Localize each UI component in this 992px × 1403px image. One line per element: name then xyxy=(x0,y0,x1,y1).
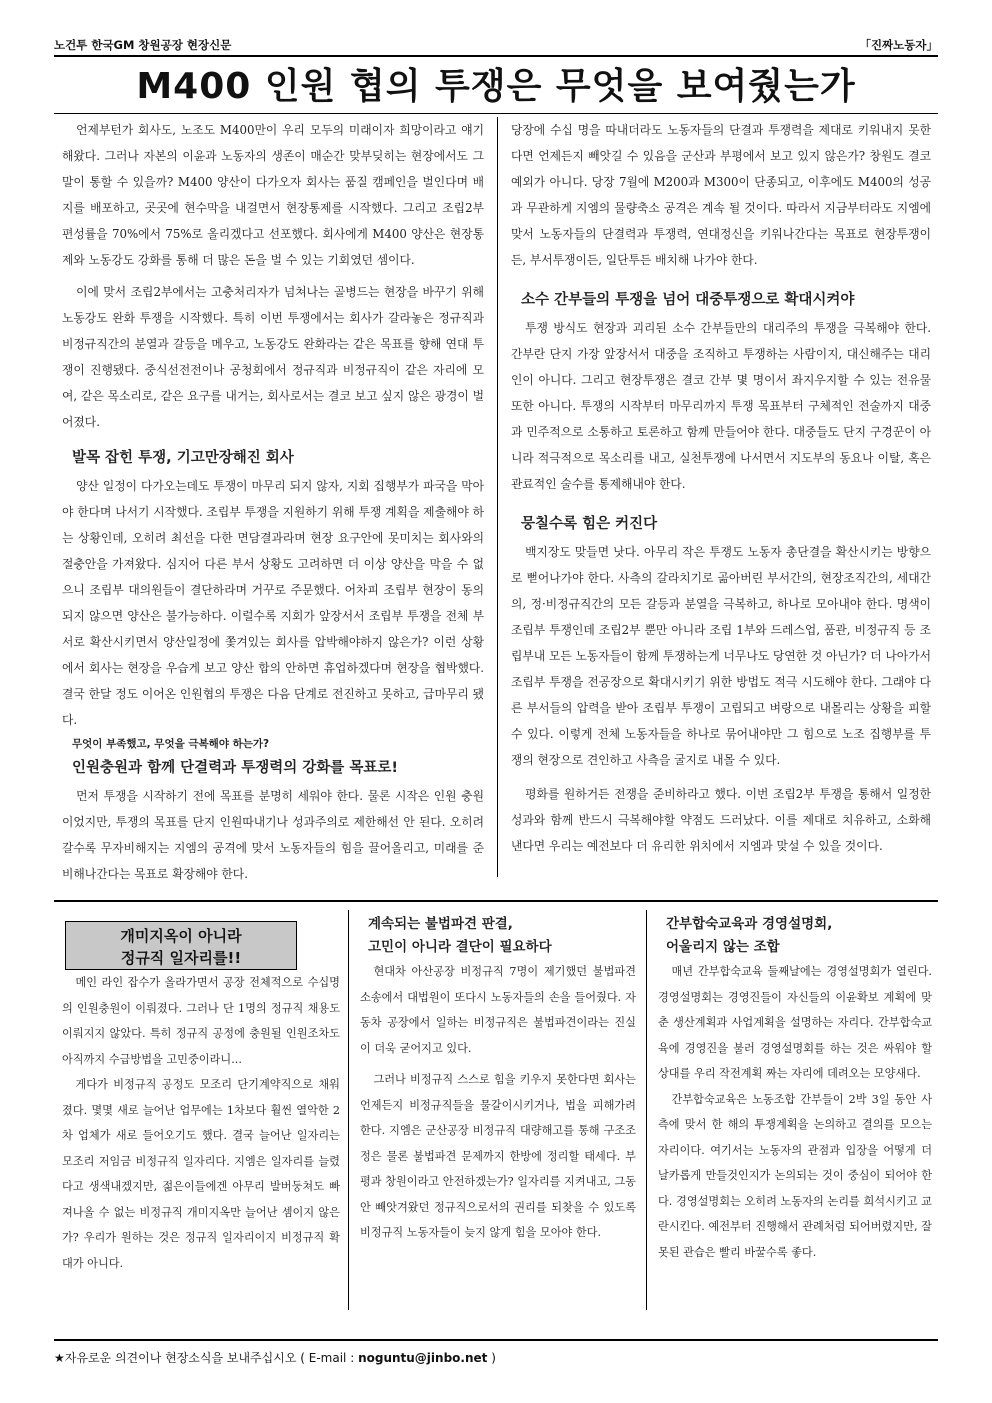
title-rule xyxy=(54,113,938,114)
paragraph: 현대차 아산공장 비정규직 7명이 제기했던 불법파견 소송에서 대법원이 또다시 노동자들의 손을 들어줬다. 자동차 공장에서 일하는 비정규직은 불법파견이라는 진실이 더욱 굳어지고 있다. xyxy=(360,965,636,1055)
paragraph: 메인 라인 잡수가 올라가면서 공장 전체적으로 수십명의 인원충원이 이뤄졌다. 그러나 단 1명의 정규직 채용도 이뤄지지 않았다. 특히 정규직 공정에 충원될 인원조차도 아직까지 수급방법을 고민중이라니... xyxy=(62,976,340,1066)
subheading: 어울리지 않는 조합 xyxy=(666,939,780,955)
paragraph: 백지장도 맞들면 낫다. 아무리 작은 투쟁도 노동자 총단결을 확산시키는 방향으로 뻗어나가야 한다. 사측의 갈라치기로 곪아버린 부서간의, 현장조직간의, 세대간의, 정·비정규직간의 모든 갈등과 분열을 극복하고, 하나로 모아내야 한다. 명색이 조립부 투쟁인데 조립2부 뿐만 아니라 조립 1부와 드레스업, 품관, 비정규직 등 조립부내 모든 노동자들이 함께 투쟁하는게 너무나도 당연한 것 아닌가? 더 나아가서 조립부 투쟁을 전공장으로 확대시키기 위한 방법도 적극 시도해야 한다. 그래야 다른 부서들의 압력을 받아 조립부 투쟁이 고립되고 벼랑으로 내몰리는 상황을 피할 수 있다. 이렇게 전체 노동자들을 하나로 묶어내야만 그 힘으로 노조 집행부를 투쟁의 현장으로 견인하고 사측을 굴지로 내몰 수 있다. xyxy=(511,545,931,767)
subheading: 계속되는 불법파견 판결, xyxy=(368,916,513,932)
footer-close: ) xyxy=(487,1351,496,1365)
article-col-2 xyxy=(511,117,931,859)
page-title: M400 인원 협의 투쟁은 무엇을 보여줬는가 xyxy=(136,66,856,107)
paragraph: 그러나 비정규직 스스로 힘을 키우지 못한다면 회사는 언제든지 비정규직들을 물갈이시키거나, 법을 피해가려 한다. 지엠은 군산공장 비정규직 대량해고를 통해 구조조정은 물론 불법파견 문제까지 한방에 정리할 태세다. 부평과 창원이라고 안전하겠는가? 일자리를 지켜내고, 그동안 빼앗겨왔던 정규직으로서의 권리를 되찾을 수 있도록 비정규직 노동자들이 늦지 않게 힘을 모아야 한다. xyxy=(360,1073,636,1239)
column-divider xyxy=(497,117,498,877)
paragraph: 이에 맞서 조립2부에서는 고충처리자가 넘쳐나는 골병드는 현장을 바꾸기 위해 노동강도 완화 투쟁을 시작했다. 특히 이번 투쟁에서는 회사가 갈라놓은 정규직과 비정규직간의 분열과 갈등을 메우고, 노동강도 완화라는 같은 목표를 향해 연대 투쟁이 진행됐다. 중식선전전이나 공청회에서 정규직과 비정규직이 같은 자리에 모여, 같은 목소리로, 같은 요구를 내거는, 회사로서는 결코 보고 싶지 않은 광경이 벌어졌다. xyxy=(62,285,484,429)
page-header xyxy=(54,33,938,55)
subheading: 뭉칠수록 힘은 커진다 xyxy=(521,516,658,532)
subheading: 발목 잡힌 투쟁, 기고만장해진 회사 xyxy=(72,450,294,466)
column-divider xyxy=(348,910,349,1310)
subheading: 고민이 아니라 결단이 필요하다 xyxy=(368,939,552,955)
box-line: 정규직 일자리를!! xyxy=(120,949,242,967)
subheading: 인원충원과 함께 단결력과 투쟁력의 강화를 목표로! xyxy=(72,760,398,776)
paragraph: 게다가 비정규직 공정도 모조리 단기계약직으로 채워졌다. 몇몇 새로 늘어난 업무에는 1차보다 훨씬 열악한 2차 업체가 새로 들어오기도 했다. 결국 늘어난 일자리는 모조리 저임금 비정규직 일자리다. 지엠은 일자리를 늘렸다고 생색내겠지만, 젊은이들에겐 아무리 발버둥쳐도 빠져나올 수 없는 비정규직 개미지옥만 늘어난 셈이지 않은가? 우리가 원하는 것은 정규직 일자리이지 비정규직 확대가 아니다. xyxy=(62,1078,340,1270)
bottom-article-3 xyxy=(658,913,932,1265)
paragraph: 투쟁 방식도 현장과 괴리된 소수 간부들만의 대리주의 투쟁을 극복해야 한다. 간부란 단지 가장 앞장서서 대중을 조직하고 투쟁하는 사람이지, 대신해주는 대리인이 아니다. 그리고 현장투쟁은 결코 간부 몇 명이서 좌지우지할 수 있는 전유물 또한 아니다. 투쟁의 시작부터 마무리까지 투쟁 목표부터 구체적인 전술까지 대중과 민주적으로 소통하고 토론하고 함께 만들어야 한다. 대중들도 단지 구경꾼이 아니라 적극적으로 목소리를 내고, 실천투쟁에 나서면서 지도부의 동요나 이탈, 혹은 관료적인 술수를 통제해내야 한다. xyxy=(511,321,931,491)
footer-text: ★자유로운 의견이나 현장소식을 보내주십시오 ( E-mail : xyxy=(54,1351,359,1365)
article-col-1 xyxy=(62,117,484,887)
paragraph: 매년 간부합숙교육 둘째날에는 경영설명회가 열린다. 경영설명회는 경영진들이 자신들의 이윤확보 계획에 맞춘 생산계획과 사업계획을 설명하는 자리다. 간부합숙교육에 경영진을 불러 경영설명회를 하는 것은 싸워야 할 상대를 우리 작전계획 짜는 자리에 데려오는 모양새다. xyxy=(658,965,932,1080)
column-title-box xyxy=(65,921,297,970)
paragraph: 양산 일정이 다가오는데도 투쟁이 마무리 되지 않자, 지회 집행부가 파국을 막아야 한다며 나서기 시작했다. 조립부 투쟁을 지원하기 위해 투쟁 계획을 제출해야 하는 상황인데, 오히려 최선을 다한 면담결과라며 현장 요구안에 못미치는 회사와의 절충안을 가져왔다. 심지어 다른 부서 상황도 고려하면 더 이상 양산을 막을 수 없으니 조립부 대의원들이 결단하라며 거꾸로 주문했다. 어차피 조립부 현장이 동의되지 않으면 양산은 불가능하다. 이럴수록 지회가 앞장서서 조립부 투쟁을 전체 부서로 확산시키면서 양산일정에 쫓겨있는 회사를 압박해야하지 않은가? 이런 상황에서 회사는 현장을 우습게 보고 양산 합의 안하면 휴업하겠다며 현장을 협박했다. 결국 한달 정도 이어온 인원협의 투쟁은 다음 단계로 전진하고 못하고, 급마무리 됐다. xyxy=(62,479,484,727)
newspaper-name: 노건투 한국GM 창원공장 현장신문 xyxy=(54,38,232,52)
paragraph: 먼저 투쟁을 시작하기 전에 목표를 분명히 세워야 한다. 물론 시작은 인원 충원이었지만, 투쟁의 목표를 단지 인원따내기나 성과주의로 제한해선 안 된다. 오히려 갈수록 무자비해지는 지엠의 공격에 맞서 노동자들의 힘을 끌어올리고, 미래를 준비해나간다는 목표로 확장해야 한다. xyxy=(62,789,484,881)
bottom-article-1 xyxy=(62,970,340,1276)
paragraph: 평화를 원하거든 전쟁을 준비하라고 했다. 이번 조립2부 투쟁을 통해서 일정한 성과와 함께 반드시 극복해야할 약점도 드러났다. 이를 제대로 치유하고, 소화해 낸다면 우리는 예전보다 더 유리한 위치에서 지엠과 맞설 수 있을 것이다. xyxy=(511,787,931,853)
footer-rule xyxy=(54,1339,938,1341)
column-divider xyxy=(646,910,647,1310)
subheading: 간부합숙교육과 경영설명회, xyxy=(666,916,833,932)
paragraph: 간부합숙교육은 노동조합 간부들이 2박 3일 동안 사측에 맞서 한 해의 투쟁계획을 논의하고 결의를 모으는 자리이다. 여기서는 노동자의 관점과 입장을 어떻게 더 날카롭게 만들것인지가 논의되는 것이 중심이 되어야 한다. 경영설명회는 오히려 노동자의 논리를 희석시키고 교란시킨다. 예전부터 진행해서 관례처럼 되어버렸지만, 잘못된 관습은 빨리 바꿀수록 좋다. xyxy=(658,1092,932,1259)
header-rule xyxy=(54,55,938,57)
subheading: 소수 간부들의 투쟁을 넘어 대중투쟁으로 확대시켜야 xyxy=(521,292,855,308)
bottom-article-2 xyxy=(360,913,636,1246)
footer-email-link[interactable]: noguntu@jinbo.net xyxy=(358,1351,488,1365)
paragraph: 언제부턴가 회사도, 노조도 M400만이 우리 모두의 미래이자 희망이라고 얘기해왔다. 그러나 자본의 이윤과 노동자의 생존이 매순간 맞부딪히는 현장에서도 그 말이 통할 수 있을까? M400 양산이 다가오자 회사는 품질 캠페인을 벌인다며 배지를 배포하고, 곳곳에 현수막을 내걸면서 현장통제를 시작했다. 그리고 조립2부 편성률을 70%에서 75%로 올리겠다고 선포했다. 회사에게 M400 양산은 현장통제와 노동강도 강화를 통해 더 많은 돈을 벌 수 있는 기회였던 셈이다. xyxy=(62,123,484,267)
section-rule xyxy=(54,900,938,902)
footer xyxy=(54,1349,938,1366)
subheading-small: 무엇이 부족했고, 무엇을 극복해야 하는가? xyxy=(72,738,270,750)
newspaper-title: 「진짜노동자」 xyxy=(859,38,938,52)
paragraph: 당장에 수십 명을 따내더라도 노동자들의 단결과 투쟁력을 제대로 키워내지 못한다면 언제든지 빼앗길 수 있음을 군산과 부평에서 보고 있지 않은가? 창원도 결코 예외가 아니다. 당장 7월에 M200과 M300이 단종되고, 이후에도 M400의 성공과 무관하게 지엠의 물량축소 공격은 계속 될 것이다. 따라서 지금부터라도 지엠에 맞서 노동자들의 단결력과 투쟁력, 연대정신을 키워나간다는 목표로 현장투쟁이든, 부서투쟁이든, 일단투든 배치해 나가야 한다. xyxy=(511,123,931,267)
box-line: 개미지옥이 아니라 xyxy=(120,927,242,945)
